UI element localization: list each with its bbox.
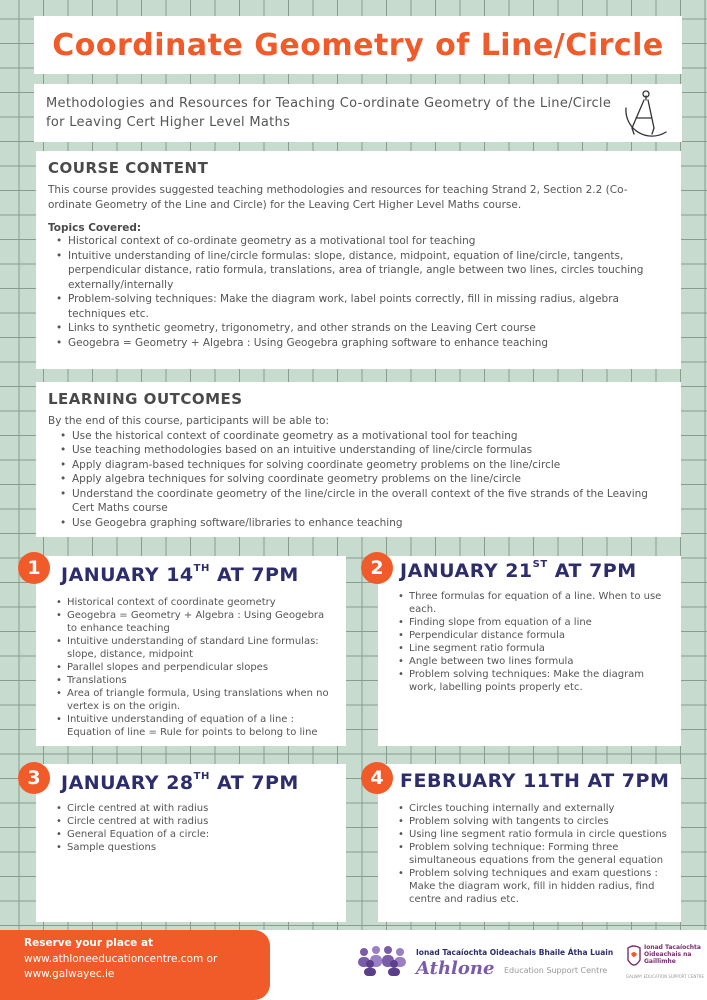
list-item: • Geogebra = Geometry + Algebra : Using Geogebra to enhance teaching	[51, 609, 336, 635]
athlone-logo	[356, 944, 614, 984]
session-date	[400, 770, 669, 792]
list-item: • Apply algebra techniques for solving coordinate geometry problems on the line/circle	[48, 472, 669, 487]
session-date	[61, 772, 299, 794]
session-topics	[393, 590, 673, 694]
list-item: • Perpendicular distance formula	[393, 629, 673, 642]
session-date	[400, 560, 637, 582]
list-item: • Using line segment ratio formula in circle questions	[393, 828, 673, 841]
list-item: • Parallel slopes and perpendicular slopes	[51, 661, 336, 674]
session-2-card	[378, 556, 681, 746]
athlone-people-logo	[356, 944, 412, 976]
session-date	[61, 564, 299, 586]
reserve-link-athlone[interactable]: www.athloneeducationcentre.com or	[24, 953, 218, 965]
compass-icon	[618, 88, 674, 140]
galway-logo	[626, 944, 706, 988]
list-item: • Problem solving with tangents to circles	[393, 815, 673, 828]
session-date-main: JANUARY 28	[61, 772, 194, 794]
list-item: • Geogebra = Geometry + Algebra : Using Geogebra graphing software to enhance teaching	[48, 336, 669, 351]
reserve-link-galway[interactable]: www.galwayec.ie	[24, 968, 115, 980]
session-date-time: AT 7PM	[209, 564, 299, 586]
course-content-section	[36, 151, 681, 369]
athlone-brand: Athlone	[416, 958, 495, 979]
list-item: • Apply diagram-based techniques for solving coordinate geometry problems on the line/circle	[48, 458, 669, 473]
learning-outcomes-intro: By the end of this course, participants will be able to:	[48, 415, 330, 427]
list-item: • Finding slope from equation of a line	[393, 616, 673, 629]
list-item: • Area of triangle formula, Using translations when no vertex is on the origin.	[51, 687, 336, 713]
list-item: • Sample questions	[51, 841, 331, 854]
topics-heading: Topics Covered:	[48, 222, 142, 234]
list-item: • Problem solving technique: Forming three simultaneous equations from the general equation	[393, 841, 673, 867]
list-item: • Use teaching methodologies based on an intuitive understanding of line/circle formulas	[48, 443, 669, 458]
session-topics	[51, 802, 331, 854]
list-item: • Historical context of co-ordinate geometry as a motivational tool for teaching	[48, 234, 669, 249]
list-item: • Problem solving techniques and exam questions : Make the diagram work, fill in hidden radius, find centre and radius etc.	[393, 867, 673, 906]
list-item: • Problem solving techniques: Make the diagram work, labelling points properly etc.	[393, 668, 673, 694]
session-date-main: FEBRUARY 11TH AT 7PM	[400, 770, 670, 792]
learning-outcomes-heading: LEARNING OUTCOMES	[48, 390, 243, 408]
session-number-badge: 2	[361, 552, 393, 584]
list-item: • Intuitive understanding of line/circle formulas: slope, distance, midpoint, equation of line/circle, tangents, perpendicular distance, ratio formula, translations, area of triangle, angle between two lines, circles touching externally/internally	[48, 249, 669, 293]
session-date-time: AT 7PM	[547, 560, 637, 582]
list-item: • Translations	[51, 674, 336, 687]
session-number-badge: 3	[18, 762, 50, 794]
page-subtitle: Methodologies and Resources for Teaching Co-ordinate Geometry of the Line/Circle for Leaving Cert Higher Level Maths	[46, 96, 612, 130]
list-item: • Angle between two lines formula	[393, 655, 673, 668]
session-3-card	[36, 764, 346, 922]
list-item: • Intuitive understanding of standard Line formulas: slope, distance, midpoint	[51, 635, 336, 661]
athlone-irish-name: Ionad Tacaíochta Oideachais Bhaile Átha Luain	[416, 948, 614, 957]
course-content-heading: COURSE CONTENT	[48, 159, 209, 177]
session-date-main: JANUARY 21	[400, 560, 533, 582]
session-date-suffix: TH	[193, 771, 210, 782]
subtitle-panel	[34, 84, 682, 142]
session-date-suffix: ST	[532, 559, 548, 570]
reserve-heading: Reserve your place at	[24, 937, 154, 949]
title-panel	[34, 16, 682, 74]
session-1-card	[36, 556, 346, 746]
list-item: • Use the historical context of coordinate geometry as a motivational tool for teaching	[48, 429, 669, 444]
galway-subtitle: GALWAY EDUCATION SUPPORT CENTRE	[626, 974, 705, 979]
list-item: • Circle centred at with radius	[51, 815, 331, 828]
session-date-time: AT 7PM	[209, 772, 299, 794]
session-number-badge: 1	[18, 552, 50, 584]
session-date-suffix: TH	[193, 563, 210, 574]
list-item: • Intuitive understanding of equation of a line : Equation of line = Rule for points to belong to line	[51, 713, 336, 739]
session-number-badge: 4	[361, 762, 393, 794]
galway-seal-logo	[626, 944, 642, 970]
list-item: • Circles touching internally and externally	[393, 802, 673, 815]
list-item: • Problem-solving techniques: Make the diagram work, label points correctly, fill in missing radius, algebra techniques etc.	[48, 292, 669, 321]
reserve-banner	[0, 930, 270, 1000]
list-item: • Circle centred at with radius	[51, 802, 331, 815]
page-title: Coordinate Geometry of Line/Circle	[52, 27, 664, 63]
galway-name: Ionad Tacaíochta Oideachais na Gaillimhe	[644, 944, 701, 965]
course-content-intro: This course provides suggested teaching methodologies and resources for teaching Strand 2, Section 2.2 (Co-ordinate Geometry of the Line and Circle) for the Leaving Cert Higher Level Maths course.	[48, 184, 628, 211]
list-item: • Understand the coordinate geometry of the line/circle in the overall context of the five strands of the Leaving Cert Maths course	[48, 487, 669, 516]
list-item: • General Equation of a circle:	[51, 828, 331, 841]
list-item: • Line segment ratio formula	[393, 642, 673, 655]
list-item: • Links to synthetic geometry, trigonometry, and other strands on the Leaving Cert course	[48, 321, 669, 336]
session-4-card	[378, 764, 681, 922]
outcomes-list	[48, 429, 669, 531]
learning-outcomes-section	[36, 382, 681, 537]
topics-list	[48, 234, 669, 350]
list-item: • Historical context of coordinate geometry	[51, 596, 336, 609]
list-item: • Use Geogebra graphing software/libraries to enhance teaching	[48, 516, 669, 531]
session-date-main: JANUARY 14	[61, 564, 194, 586]
session-topics	[393, 802, 673, 906]
list-item: • Three formulas for equation of a line. When to use each.	[393, 590, 673, 616]
athlone-subtitle: Education Support Centre	[504, 966, 608, 975]
session-topics	[51, 596, 336, 739]
